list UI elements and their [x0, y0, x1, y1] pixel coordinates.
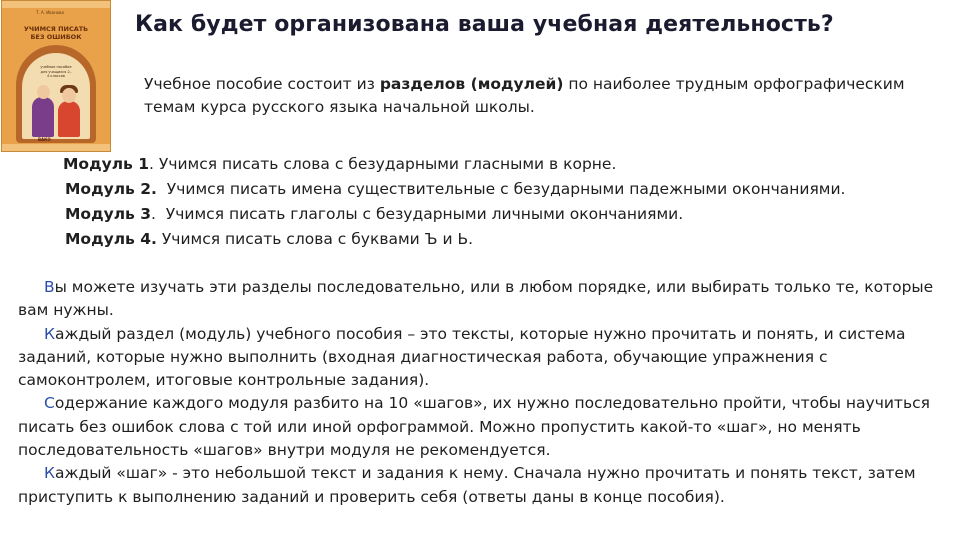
module-item: [63, 152, 845, 177]
intro-bold-text: разделов (модулей): [379, 75, 564, 93]
module-item: [63, 227, 845, 252]
cover-subtitle: учебное пособие для учащихся 2–4 классов: [40, 65, 72, 78]
cover-author: Т. А. Иванова: [36, 10, 64, 15]
module-item: [63, 177, 845, 202]
module-label: Модуль 4.: [65, 230, 157, 248]
module-text: Учимся писать имена существительные с безударными падежными окончаниями.: [156, 180, 846, 198]
module-label: Модуль 1: [63, 155, 150, 173]
paragraph-text: аждый «шаг» - это небольшой текст и задания к нему. Сначала нужно прочитать и понять текст, затем приступить к выполнению заданий и проверить себя (ответы даны в конце пособия).: [18, 464, 916, 506]
intro-text: по наиболее трудным орфографическим темам курса русского языка начальной школы.: [144, 75, 905, 116]
module-item: [63, 202, 845, 227]
cover-top-band: [2, 1, 110, 8]
cover-title-line2: БЕЗ ОШИБОК: [30, 33, 82, 41]
module-text: . Учимся писать слова с безударными гласными в корне.: [149, 155, 617, 173]
paragraph-text: одержание каждого модуля разбито на 10 «шагов», их нужно последовательно пройти, чтобы научиться писать без ошибок слова с той или иной орфограммой. Можно пропустить какой-то «шаг», но менять последовательность «шагов» внутри модуля не рекомендуется.: [18, 394, 930, 460]
cover-publisher: ВАКО: [38, 137, 51, 142]
paragraph-text: ы можете изучать эти разделы последовательно, или в любом порядке, или выбирать только те, которые вам нужны.: [18, 278, 934, 320]
cover-title-line1: УЧИМСЯ ПИСАТЬ: [23, 25, 89, 33]
cover-illustration-frame: [16, 45, 96, 143]
body-paragraphs: [18, 276, 948, 509]
intro-paragraph: [144, 73, 924, 119]
cover-title: [22, 25, 90, 41]
module-list: [63, 152, 845, 252]
drop-letter: К: [44, 464, 56, 483]
intro-text: Учебное пособие состоит из: [144, 75, 380, 93]
cover-child-figure: [58, 101, 80, 137]
module-text: Учимся писать слова с буквами Ъ и Ь.: [156, 230, 474, 248]
drop-letter: С: [44, 394, 55, 413]
drop-letter: В: [44, 278, 55, 296]
module-text: . Учимся писать глаголы с безударными личными окончаниями.: [151, 205, 684, 223]
slide-title: Как будет организована ваша учебная деятельность?: [135, 12, 834, 37]
cover-illustration: [22, 53, 90, 139]
body-paragraph: [18, 276, 948, 323]
cover-bottom-band: [2, 144, 110, 151]
body-paragraph: [18, 323, 948, 393]
module-label: Модуль 3: [65, 205, 152, 223]
module-label: Модуль 2.: [65, 180, 157, 198]
paragraph-text: аждый раздел (модуль) учебного пособия – это тексты, которые нужно прочитать и понять, и система заданий, которые нужно выполнить (входная диагностическая работа, обучающие упражнения с самоконтролем, итоговые контрольные задания).: [18, 324, 906, 390]
book-cover-image: [1, 0, 111, 152]
body-paragraph: [18, 392, 948, 462]
cover-child-figure: [32, 97, 54, 137]
body-paragraph: [18, 462, 948, 509]
drop-letter: К: [44, 324, 56, 343]
